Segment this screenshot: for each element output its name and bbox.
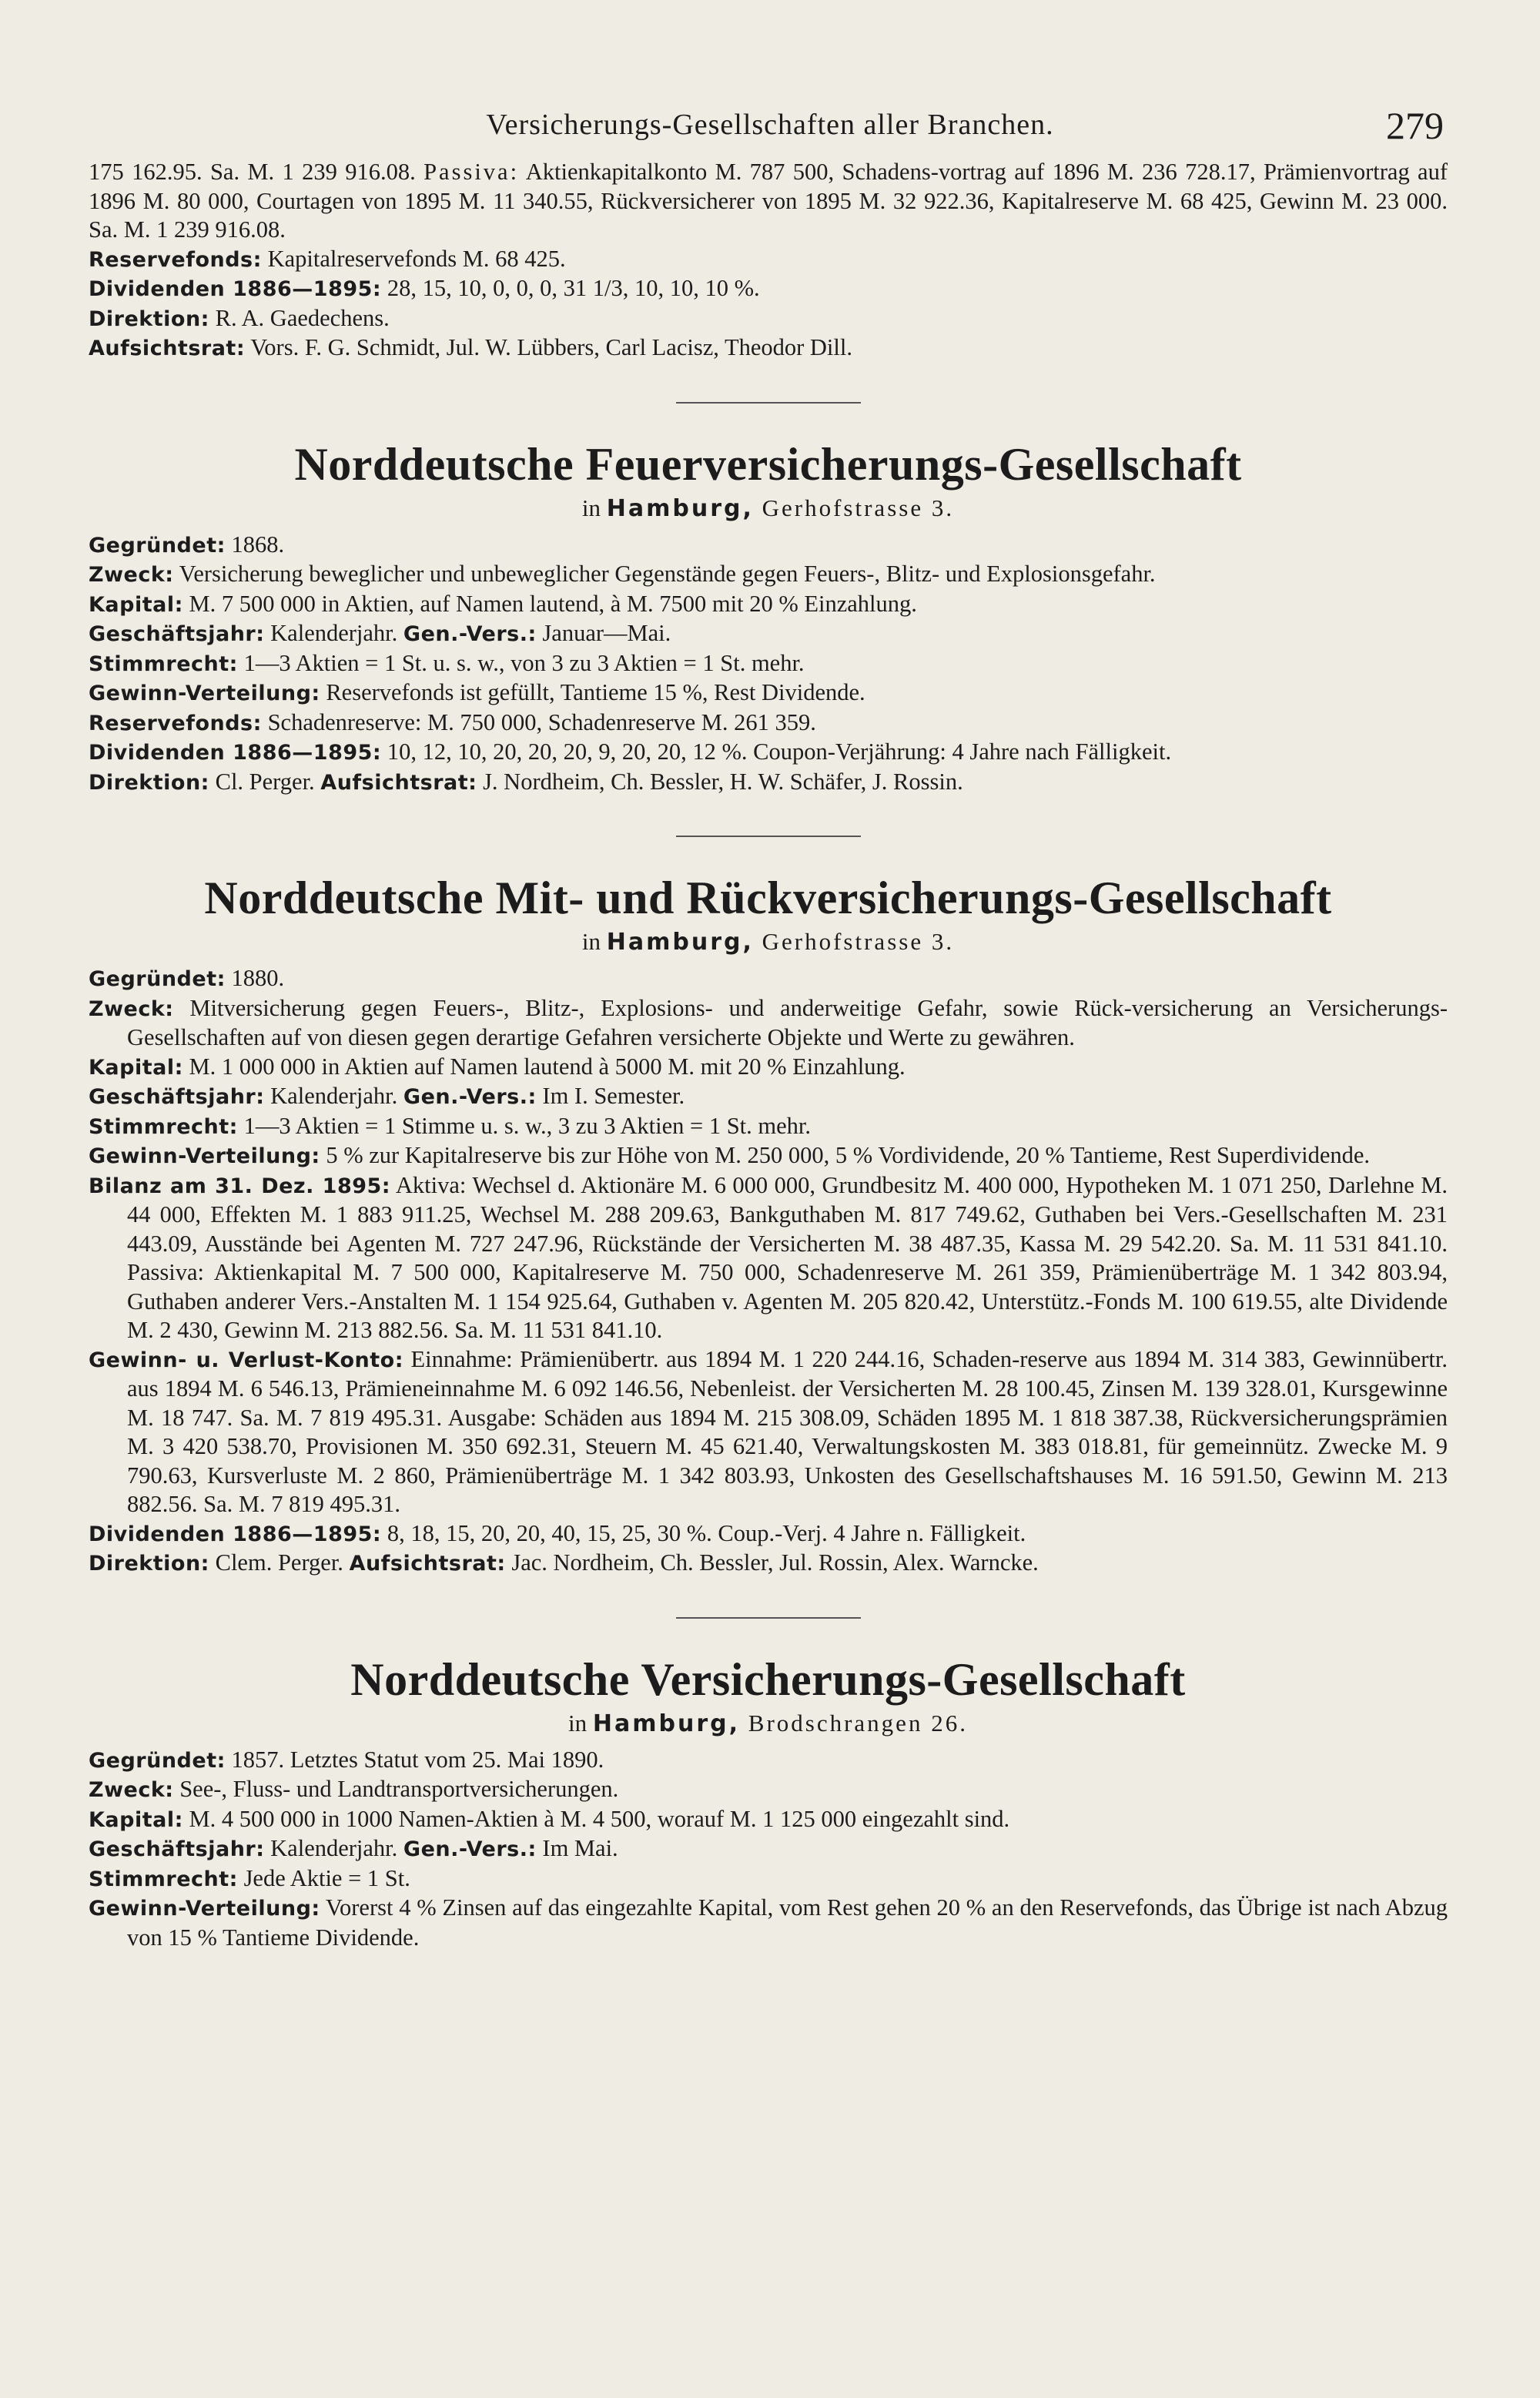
entry [89,619,1448,649]
entry-label: Direktion: [89,306,209,331]
balance-text: 175 162.95. Sa. M. 1 239 916.08. [89,159,424,185]
entry [89,649,1448,679]
company-title: Norddeutsche Mit- und Rückversicherungs-Gesellschaft [204,872,1332,923]
entry [89,1519,1448,1549]
location-prefix: in [581,494,607,521]
company-city: Hamburg, [592,1710,741,1737]
entry-text: Vorerst 4 % Zinsen auf das eingezahlte Kapital, vom Rest gehen 20 % an den Reservefonds, das Übrige ist nach Abzug von 15 % Tantieme Dividende. [127,1894,1448,1951]
entry-label: Geschäftsjahr: [89,622,265,646]
entry-label: Gegründet: [89,533,226,558]
entry-aufsichtsrat [89,333,1448,363]
entry [89,678,1448,708]
entry-text: Im I. Semester. [536,1083,685,1109]
entry-text: 5 % zur Kapitalreserve bis zur Höhe von M. 250 000, 5 % Vordividende, 20 % Tantieme, Rest Superdividende. [320,1142,1371,1168]
section-divider [676,1617,861,1619]
company-title: Norddeutsche Feuerversicherungs-Gesellschaft [294,438,1242,490]
company-title: Norddeutsche Versicherungs-Gesellschaft [350,1653,1186,1705]
entry-text: 1868. [225,531,285,558]
running-title: Versicherungs-Gesellschaften aller Branchen. [486,109,1054,141]
company-address: Gerhofstrasse 3. [753,494,955,521]
entry-label: Aufsichtsrat: [320,770,477,795]
entry-label: Stimmrecht: [89,1114,238,1139]
section-divider [676,402,861,404]
entry-text: Januar—Mai. [536,620,671,646]
entry-label: Gen.-Vers.: [403,1085,537,1109]
entry-label: Bilanz am 31. Dez. 1895: [89,1174,391,1198]
company-location [89,491,1448,526]
entry-label: Geschäftsjahr: [89,1085,265,1109]
entry [89,1549,1448,1579]
entry-text: M. 4 500 000 in 1000 Namen-Aktien à M. 4 500, worauf M. 1 125 000 eingezahlt sind. [182,1805,1010,1832]
entry-label: Dividenden 1886—1895: [89,277,382,301]
entry-label: Dividenden 1886—1895: [89,741,382,765]
entry [89,590,1448,620]
entry-text: R. A. Gaedechens. [209,304,390,331]
entry-text: Jede Aktie = 1 St. [237,1864,410,1891]
balance-passiva [89,158,1448,245]
entry-text: Kapitalreservefonds M. 68 425. [261,245,566,272]
entry [89,1746,1448,1776]
company-section [89,437,1448,798]
entry-text: Versicherung beweglicher und unbeweglicher Gegenstände gegen Feuers-, Blitz- und Explosionsgefahr. [173,561,1156,587]
company-address: Gerhofstrasse 3. [753,928,955,955]
entry-text: See-, Fluss- und Landtransportversicherungen. [173,1776,619,1802]
entry-text: 1857. Letztes Statut vom 25. Mai 1890. [225,1746,604,1773]
continuation-block [89,158,1448,363]
entry-label: Stimmrecht: [89,1867,238,1891]
page-content [89,158,1448,1952]
entry-label: Kapital: [89,1055,183,1080]
entry [89,738,1448,768]
entry-label: Aufsichtsrat: [89,337,246,360]
entry-text: Mitversicherung gegen Feuers-, Blitz-, Explosions- und anderweitige Gefahr, sowie Rück-versicherung an Versicherungs-Gesellschaften auf von diesen gegen derartige Gefahren versicherte Objekte und Werte zu gewähren. [127,994,1448,1050]
entry [89,1805,1448,1835]
entry [89,1053,1448,1083]
entry-text: Vors. F. G. Schmidt, Jul. W. Lübbers, Carl Lacisz, Theodor Dill. [245,334,852,360]
entry [89,708,1448,738]
entry [89,1112,1448,1142]
entry-direktion [89,304,1448,334]
entry-label: Gewinn-Verteilung: [89,1144,320,1168]
company-section [89,871,1448,1579]
entry-text: Reservefonds ist gefüllt, Tantieme 15 %, Rest Dividende. [320,679,865,705]
entry-text: 10, 12, 10, 20, 20, 20, 9, 20, 20, 12 %. Coupon-Verjährung: 4 Jahre nach Fälligkeit. [381,738,1172,765]
entry-label: Stimmrecht: [89,651,238,676]
entry-text: Clem. Perger. [209,1549,350,1576]
entry [89,531,1448,561]
passiva-label: Passiva: [424,159,520,185]
entry-label: Aufsichtsrat: [349,1552,506,1576]
entry-text: J. Nordheim, Ch. Bessler, H. W. Schäfer, J. Rossin. [477,768,963,795]
entry-label: Gewinn- u. Verlust-Konto: [89,1348,403,1372]
entry [89,1141,1448,1171]
entry-text: Kalenderjahr. [264,1835,403,1861]
entry-text: Kalenderjahr. [264,620,403,646]
entry [89,994,1448,1053]
entry [89,1082,1448,1112]
entry-label: Direktion: [89,770,209,795]
entry-label: Zweck: [89,1778,174,1802]
entry-label: Gewinn-Verteilung: [89,682,320,705]
entry-label: Zweck: [89,563,174,587]
entry-text: M. 7 500 000 in Aktien, auf Namen lautend, à M. 7500 mit 20 % Einzahlung. [182,590,917,617]
entry [89,964,1448,994]
entry-label: Gewinn-Verteilung: [89,1897,320,1921]
entry-label: Gen.-Vers.: [403,622,537,646]
company-city: Hamburg, [606,494,754,522]
entry-text: Cl. Perger. [209,768,321,795]
entry [89,1864,1448,1894]
passiva-text: Aktienkapitalkonto M. 787 500, Schadens-vortrag auf 1896 M. 236 728.17, Prämienvortrag auf 1896 M. 80 000, Courtagen von 1895 M. 11 340.55, Rückversicherer von 1895 M. 32 922.36, Kapitalreserve M. 68 425, Gewinn M. 23 000. Sa. M. 1 239 916.08. [89,159,1448,243]
entry-text: 1880. [225,965,285,991]
company-section [89,1653,1448,1953]
entry-reservefonds [89,245,1448,275]
entry-label: Kapital: [89,592,183,617]
entry-label: Gegründet: [89,1748,226,1773]
entry-text: Einnahme: Prämienübertr. aus 1894 M. 1 220 244.16, Schaden-reserve aus 1894 M. 314 383, Gewinnübertr. aus 1894 M. 6 546.13, Prämieneinnahme M. 6 092 146.56, Nebenleist. der Versicherten M. 28 100.45, Zinsen M. 139 328.01, Kursgewinne M. 18 747. Sa. M. 7 819 495.31. Ausgabe: Schäden aus 1894 M. 215 308.09, Schäden 1895 M. 1 818 387.38, Rückversicherungsprämien M. 3 420 538.70, Provisionen M. 350 692.31, Steuern M. 45 621.40, Verwaltungskosten M. 383 018.81, für gemeinnütz. Zwecke M. 9 790.63, Kursverluste M. 2 860, Prämienüberträge M. 1 342 803.93, Unkosten des Gesellschaftshauses M. 16 591.50, Gewinn M. 213 882.56. Sa. M. 7 819 495.31. [127,1345,1448,1517]
entry-label: Direktion: [89,1552,209,1576]
entry-text: Im Mai. [536,1835,618,1861]
entry-label: Geschäftsjahr: [89,1837,265,1861]
entry-dividenden [89,274,1448,304]
entry-label: Gen.-Vers.: [403,1837,537,1861]
entry-text: M. 1 000 000 in Aktien auf Namen lautend à 5000 M. mit 20 % Einzahlung. [182,1053,906,1080]
entry-label: Reservefonds: [89,247,262,272]
entry [89,1834,1448,1864]
company-city: Hamburg, [606,929,754,956]
entry-text: 1—3 Aktien = 1 St. u. s. w., von 3 zu 3 Aktien = 1 St. mehr. [237,649,805,676]
entry [89,560,1448,590]
entry-label: Zweck: [89,996,174,1021]
company-location [89,1706,1448,1741]
entry-label: Kapital: [89,1807,183,1832]
entry-text: 1—3 Aktien = 1 Stimme u. s. w., 3 zu 3 Aktien = 1 St. mehr. [237,1112,812,1139]
entry-text: Schadenreserve: M. 750 000, Schadenreserve M. 261 359. [261,708,816,735]
entry [89,1171,1448,1345]
entry-text: 8, 18, 15, 20, 20, 40, 15, 25, 30 %. Coup.-Verj. 4 Jahre n. Fälligkeit. [381,1519,1026,1546]
entry [89,1345,1448,1519]
section-divider [676,836,861,837]
entry-label: Dividenden 1886—1895: [89,1522,382,1546]
location-prefix: in [581,928,607,955]
entry-text: Aktiva: Wechsel d. Aktionäre M. 6 000 000, Grundbesitz M. 400 000, Hypotheken M. 1 071 250, Darlehne M. 44 000, Effekten M. 1 883 911.25, Wechsel M. 288 209.63, Bankguthaben M. 817 749.62, Guthaben bei Vers.-Gesellschaften M. 231 443.09, Ausstände bei Agenten M. 727 247.96, Rückstände der Versicherten M. 38 487.35, Kassa M. 29 542.20. Sa. M. 11 531 841.10. Passiva: Aktienkapital M. 7 500 000, Kapitalreserve M. 750 000, Schadenreserve M. 261 359, Prämienüberträge M. 1 342 803.94, Guthaben anderer Vers.-Anstalten M. 1 154 925.64, Guthaben v. Agenten M. 205 820.42, Unterstütz.-Fonds M. 100 619.55, alte Dividende M. 2 430, Gewinn M. 213 882.56. Sa. M. 11 531 841.10. [127,1171,1448,1343]
entry [89,768,1448,798]
company-address: Brodschrangen 26. [740,1709,968,1737]
running-header [0,104,1540,154]
page-number: 279 [1386,104,1444,147]
entry [89,1775,1448,1805]
entry-text: Kalenderjahr. [264,1083,403,1109]
entry-text: Jac. Nordheim, Ch. Bessler, Jul. Rossin, Alex. Warncke. [505,1549,1039,1576]
entry [89,1894,1448,1952]
company-location [89,925,1448,960]
location-prefix: in [568,1709,593,1737]
entry-text: 28, 15, 10, 0, 0, 0, 31 1/3, 10, 10, 10 %. [381,275,760,301]
entry-label: Reservefonds: [89,711,262,735]
entry-label: Gegründet: [89,967,226,991]
